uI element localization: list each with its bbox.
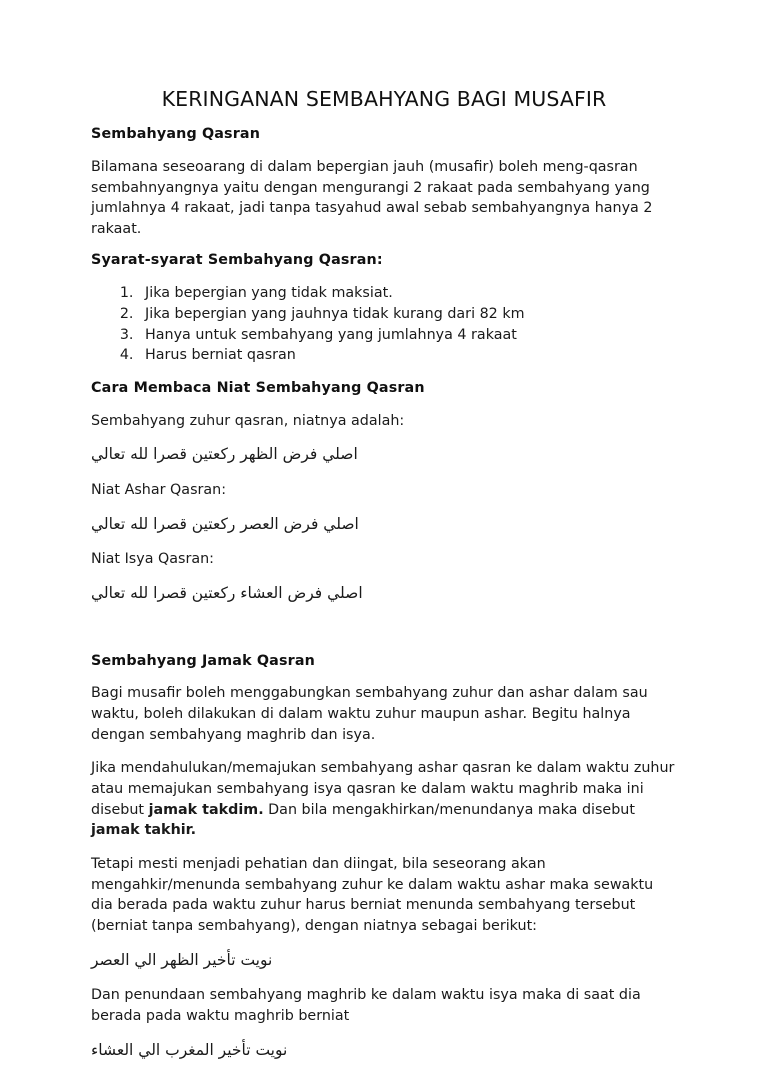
document-body <box>91 126 675 1075</box>
heading-sembahyang-qasran: Sembahyang Qasran <box>91 126 261 142</box>
paragraph-qasran-intro: Bilamana seseoarang di dalam bepergian jauh (musafir) boleh meng-qasran sembahnyangnya yaitu dengan mengurangi 2 rakaat pada sembahyang yang jumlahnya 4 rakaat, jadi tanpa tasyahud awal sebab sembahyangnya hanya 2 rakaat. <box>91 158 653 237</box>
arabic-niat-takhir-maghrib <box>91 1040 675 1062</box>
term-jamak-takdim: jamak takdim. <box>148 801 264 818</box>
label-niat-ashar: Niat Ashar Qasran: <box>91 481 227 498</box>
paragraph-penundaan-maghrib: Dan penundaan sembahyang maghrib ke dalam waktu isya maka di saat dia berada pada waktu maghrib berniat <box>91 987 641 1024</box>
arabic-niat-takhir-zuhur <box>91 950 675 972</box>
heading-sembahyang-jamak-qasran: Sembahyang Jamak Qasran <box>91 652 315 669</box>
paragraph-segment: Dan bila mengakhirkan/menundanya maka disebut <box>263 801 635 818</box>
paragraph-segment: Jika mendahulukan/memajukan sembahyang ashar qasran ke dalam waktu zuhur atau memajukan sembahyang isya qasran ke dalam waktu maghrib maka ini disebut <box>91 760 675 818</box>
list-item: 3. Hanya untuk sembahyang yang jumlahnya 4 rakaat <box>138 325 675 346</box>
section-spacer <box>91 619 675 653</box>
arabic-niat-zuhur <box>91 444 675 466</box>
list-item: 4. Harus berniat qasran <box>138 345 675 366</box>
paragraph-jamak-takdim-takhir <box>91 758 675 841</box>
arabic-text: اصلي فرض العشاء ركعتين قصرا لله تعالي <box>91 583 363 602</box>
arabic-text: اصلي فرض الظهر ركعتين قصرا لله تعالي <box>91 445 358 464</box>
label-niat-isya: Niat Isya Qasran: <box>91 551 214 568</box>
list-syarat-qasran <box>91 283 675 365</box>
term-jamak-takhir: jamak takhir. <box>91 822 197 839</box>
paragraph-perhatian: Tetapi mesti menjadi pehatian dan diingat, bila seseorang akan mengahkir/menunda sembahyang zuhur ke dalam waktu ashar maka sewaktu dia berada pada waktu zuhur harus berniat menunda sembahyang tersebut (berniat tanpa sembahyang), dengan niatnya sebagai berikut: <box>91 856 654 934</box>
heading-cara-membaca-niat: Cara Membaca Niat Sembahyang Qasran <box>91 379 425 396</box>
arabic-text: اصلي فرض العصر ركعتين قصرا لله تعالي <box>91 514 359 533</box>
heading-syarat-syarat: Syarat-syarat Sembahyang Qasran: <box>91 252 383 269</box>
arabic-niat-ashar <box>91 514 675 536</box>
arabic-text: نويت تأخير المغرب الي العشاء <box>91 1040 288 1059</box>
list-item: 1. Jika bepergian yang tidak maksiat. <box>138 283 675 304</box>
page-title: KERINGANAN SEMBAHYANG BAGI MUSAFIR <box>161 87 607 111</box>
arabic-niat-isya <box>91 583 675 605</box>
label-niat-zuhur: Sembahyang zuhur qasran, niatnya adalah: <box>91 412 405 429</box>
paragraph-jamak-intro: Bagi musafir boleh menggabungkan sembahyang zuhur dan ashar dalam sau waktu, boleh dilakukan di dalam waktu zuhur maupun ashar. Begitu halnya dengan sembahyang maghrib dan isya. <box>91 685 648 743</box>
list-item: 2. Jika bepergian yang jauhnya tidak kurang dari 82 km <box>138 304 675 325</box>
arabic-text: نويت تأخير الظهر الي العصر <box>91 950 273 969</box>
